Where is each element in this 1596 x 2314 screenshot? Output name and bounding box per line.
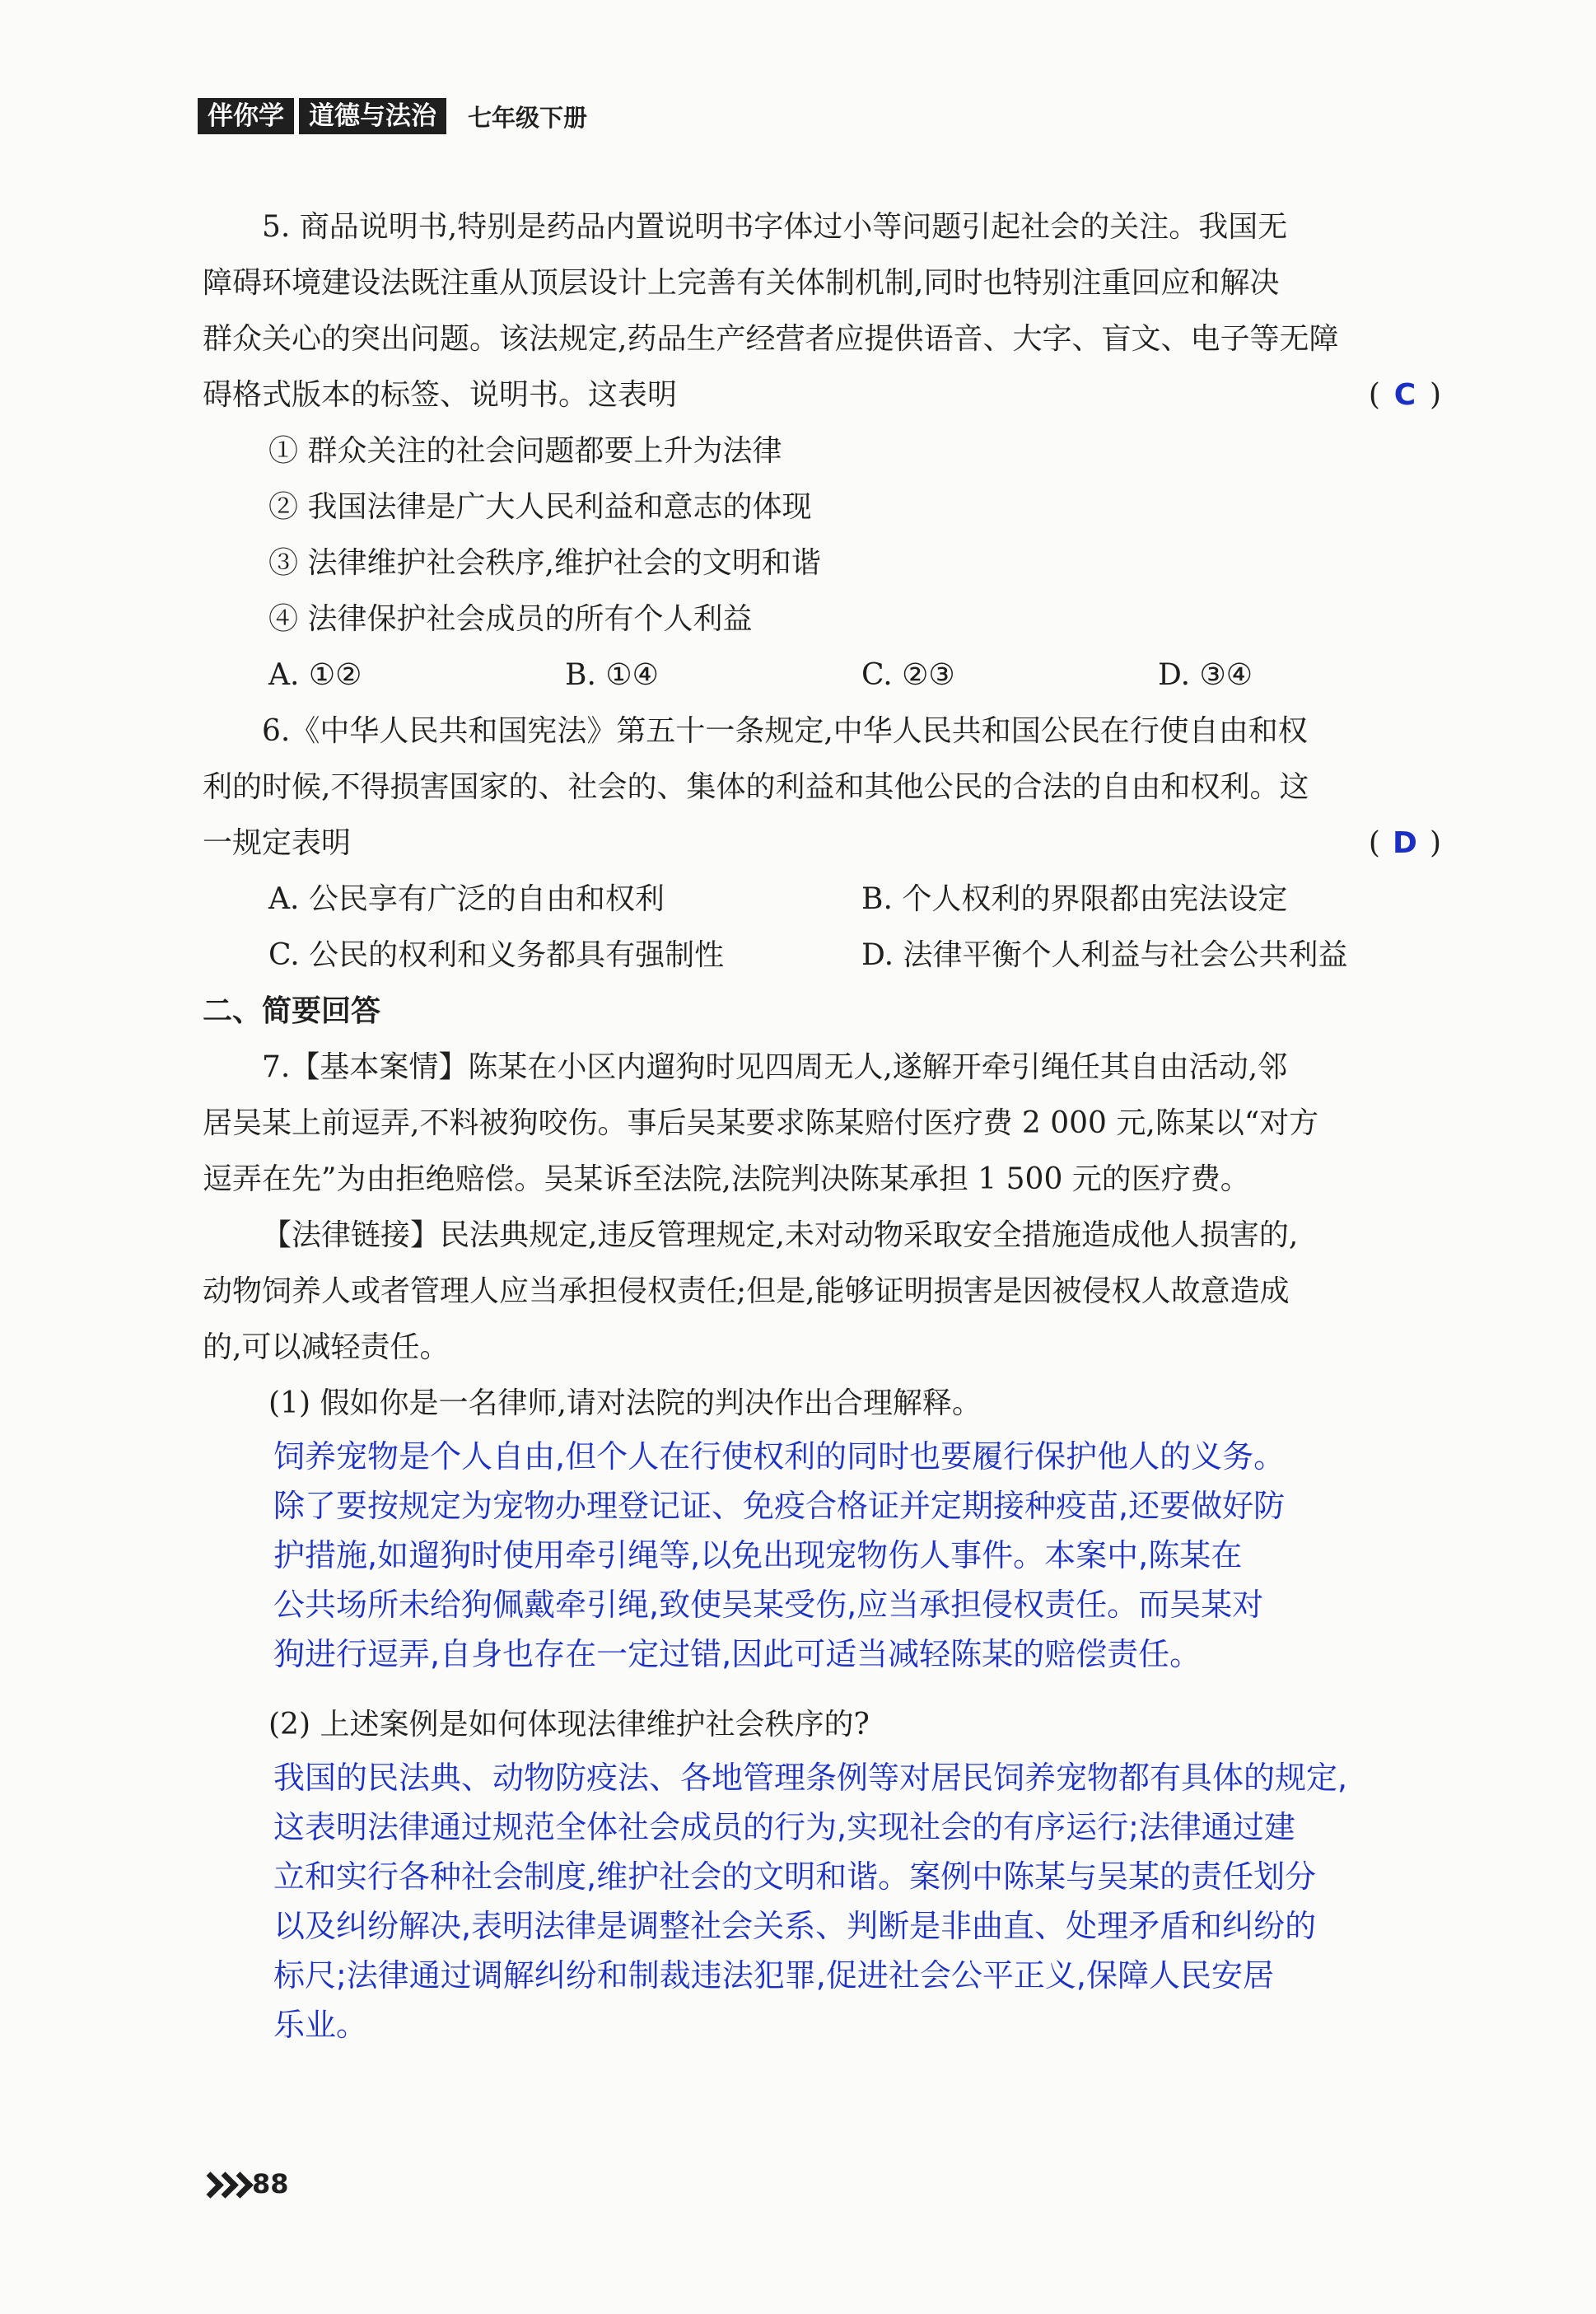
q5-statement: ① 群众关注的社会问题都要上升为法律 [268,434,782,468]
triple-chevron-icon [201,2170,245,2198]
q5-statement: ② 我国法律是广大人民利益和意志的体现 [268,490,812,524]
q6-answer-bracket: ( D ) [1369,816,1441,872]
q7-answer-1-line: 除了要按规定为宠物办理登记证、免疫合格证并定期接种疫苗,还要做好防 [273,1488,1286,1524]
q6-answer: D [1393,826,1417,860]
subject-label: 道德与法治 [299,98,446,134]
q5-line: 障碍环境建设法既注重从顶层设计上完善有关体制机制,同时也特别注重回应和解决 [203,266,1280,300]
q5-answer-bracket: ( C ) [1369,367,1441,423]
q5-line: 5. 商品说明书,特别是药品内置说明书字体过小等问题引起社会的关注。我国无 [262,210,1288,244]
q7-answer-1-line: 狗进行逗弄,自身也存在一定过错,因此可适当减轻陈某的赔偿责任。 [273,1636,1202,1672]
question-7 [203,1040,1454,2050]
q7-case-line: 7.【基本案情】陈某在小区内遛狗时见四周无人,遂解开牵引绳任其自由活动,邻 [262,1050,1288,1084]
q5-option-d: D. ③④ [1158,658,1253,692]
q6-options-row [203,872,1454,928]
page-footer [201,2168,289,2199]
q6-line: 利的时候,不得损害国家的、社会的、集体的利益和其他公民的合法的自由和权利。这 [203,770,1309,804]
q7-law-line: 动物饲养人或者管理人应当承担侵权责任;但是,能够证明损害是因被侵权人故意造成 [203,1274,1290,1308]
q7-answer-2-line: 乐业。 [273,2007,368,2043]
q7-answer-2-line: 这表明法律通过规范全体社会成员的行为,实现社会的有序运行;法律通过建 [273,1809,1295,1845]
q6-option-d: D. 法律平衡个人利益与社会公共利益 [861,938,1348,972]
q5-option-c: C. ②③ [861,658,955,692]
q5-statement: ④ 法律保护社会成员的所有个人利益 [268,602,753,636]
page-body [203,199,1454,2050]
q7-law-line: 【法律链接】民法典规定,违反管理规定,未对动物采取安全措施造成他人损害的, [262,1218,1299,1252]
q6-line-text: 一规定表明 [203,826,352,860]
q6-option-b: B. 个人权利的界限都由宪法设定 [861,882,1288,916]
q7-law-line: 的,可以减轻责任。 [203,1330,450,1364]
q5-option-a: A. ①② [268,658,362,692]
question-6 [203,704,1454,984]
q7-answer-1-line: 护措施,如遛狗时使用牵引绳等,以免出现宠物伤人事件。本案中,陈某在 [273,1537,1243,1573]
spacer [203,1679,1454,1697]
q5-statement: ③ 法律维护社会秩序,维护社会的文明和谐 [268,546,821,580]
section-title: 二、简要回答 [203,994,381,1028]
q6-option-a: A. 公民享有广泛的自由和权利 [268,882,665,916]
q7-answer-2-line: 立和实行各种社会制度,维护社会的文明和谐。案例中陈某与吴某的责任划分 [273,1858,1317,1895]
page-header [198,97,587,135]
q7-answer-2-line: 我国的民法典、动物防疫法、各地管理条例等对居民饲养宠物都有具体的规定, [273,1760,1348,1796]
question-5 [203,199,1454,704]
q5-line [203,367,1454,423]
q6-line [203,816,1454,872]
q7-sub-question-2: (2) 上述案例是如何体现法律维护社会秩序的? [268,1708,870,1741]
q5-option-b: B. ①④ [565,658,659,692]
q5-options [203,647,1454,704]
q7-case-line: 逗弄在先”为由拒绝赔偿。吴某诉至法院,法院判决陈某承担 1 500 元的医疗费。 [203,1162,1250,1196]
q7-answer-1-line: 公共场所未给狗佩戴牵引绳,致使吴某受伤,应当承担侵权责任。而吴某对 [273,1587,1264,1623]
series-label: 伴你学 [198,98,294,134]
grade-label: 七年级下册 [468,103,588,132]
q5-answer: C [1393,378,1416,412]
page-number: 88 [252,2168,289,2199]
q6-line: 6.《中华人民共和国宪法》第五十一条规定,中华人民共和国公民在行使自由和权 [262,714,1308,748]
q7-sub-question-1: (1) 假如你是一名律师,请对法院的判决作出合理解释。 [268,1386,982,1420]
q7-answer-1-line: 饲养宠物是个人自由,但个人在行使权利的同时也要履行保护他人的义务。 [273,1438,1286,1475]
q5-line: 群众关心的突出问题。该法规定,药品生产经营者应提供语音、大字、盲文、电子等无障 [203,322,1339,356]
q7-case-line: 居吴某上前逗弄,不料被狗咬伤。事后吴某要求陈某赔付医疗费 2 000 元,陈某以“对方 [203,1106,1319,1140]
q7-answer-2-line: 标尺;法律通过调解纠纷和制裁违法犯罪,促进社会公平正义,保障人民安居 [273,1957,1274,1994]
q6-option-c: C. 公民的权利和义务都具有强制性 [268,938,725,972]
q5-line-text: 碍格式版本的标签、说明书。这表明 [203,378,678,412]
q7-answer-2-line: 以及纠纷解决,表明法律是调整社会关系、判断是非曲直、处理矛盾和纠纷的 [273,1908,1317,1944]
q6-options-row [203,928,1454,984]
